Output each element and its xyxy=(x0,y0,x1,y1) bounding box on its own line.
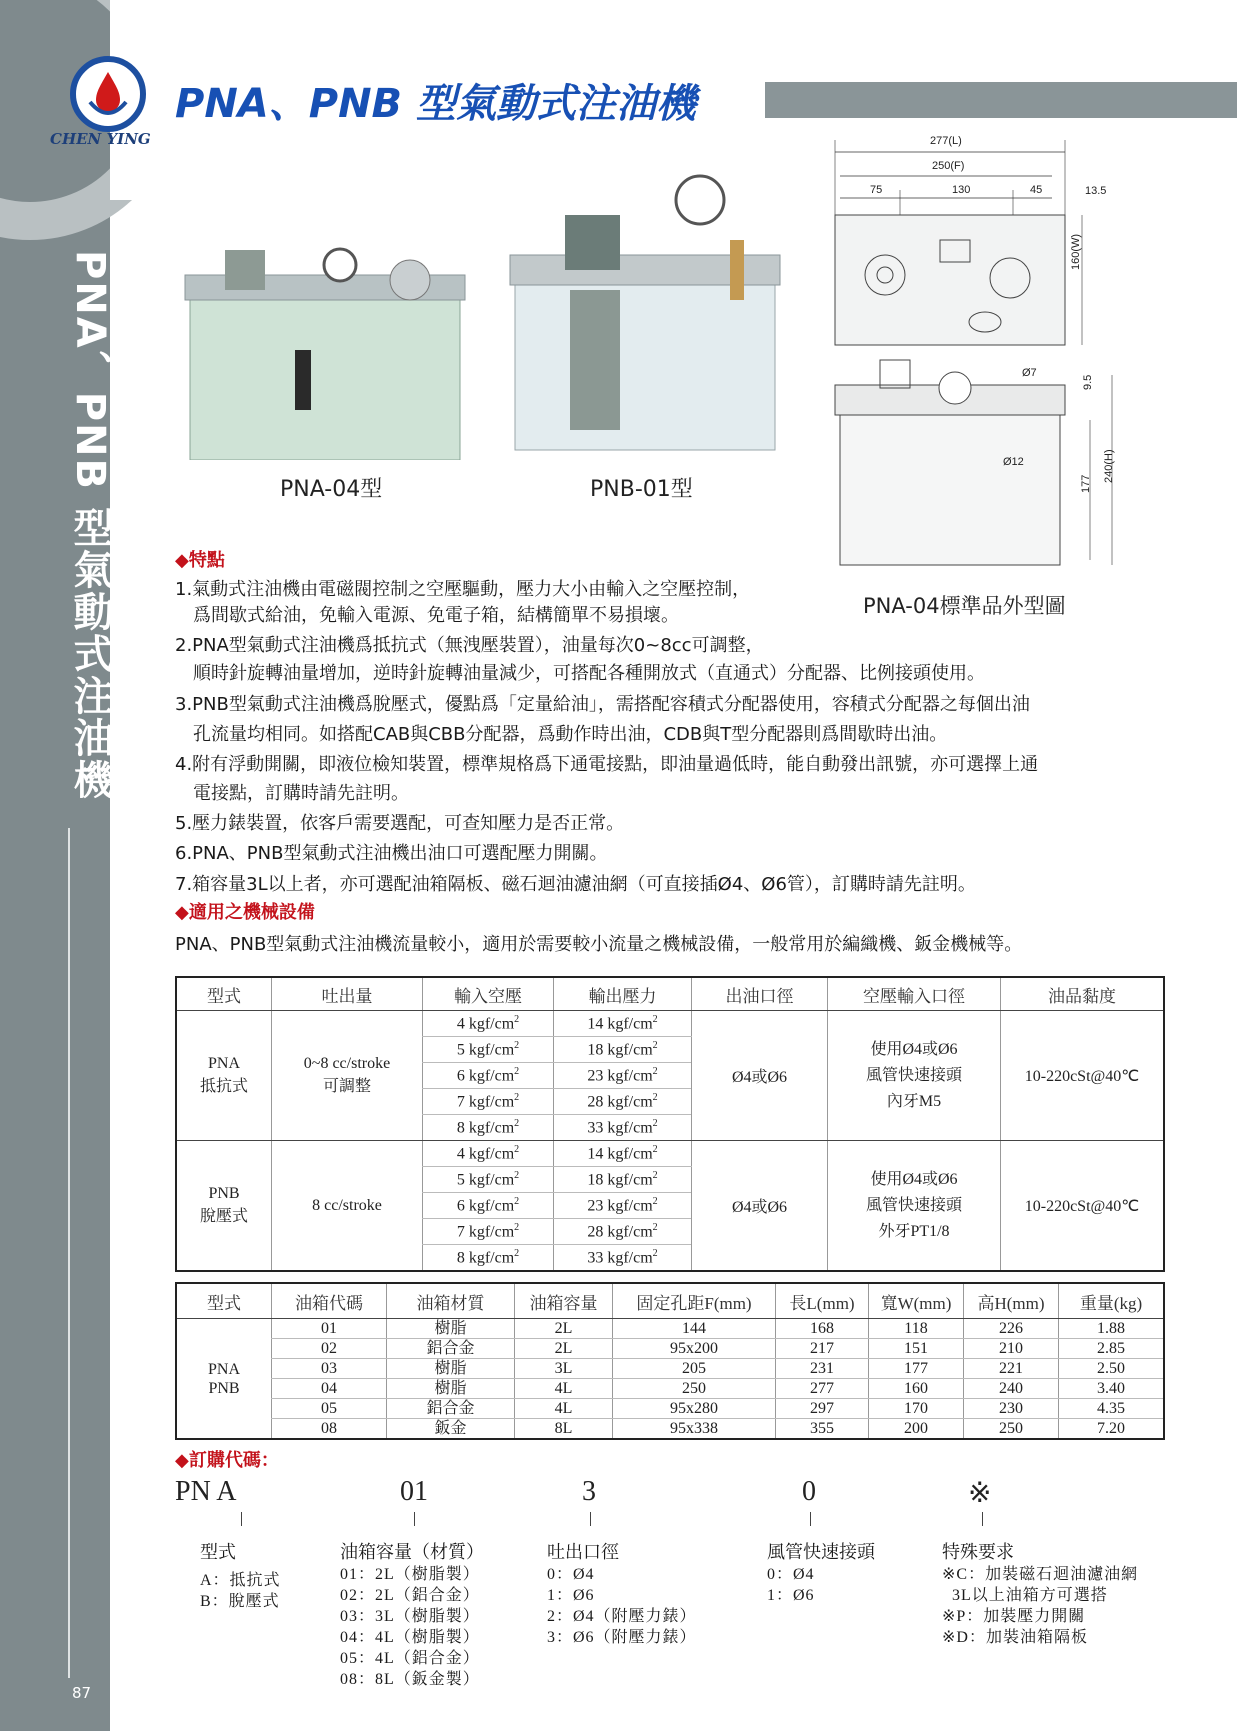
col-header: 吐出量 xyxy=(272,977,423,1011)
unit-superscript: 2 xyxy=(514,1195,520,1207)
output-cell xyxy=(272,1141,423,1272)
code-option: 2：Ø4（附壓力錶） xyxy=(547,1608,697,1625)
col-header: 出油口徑 xyxy=(692,977,828,1011)
tank-cell: 205 xyxy=(613,1359,776,1379)
unit-superscript: 2 xyxy=(652,1039,658,1051)
company-logo xyxy=(70,56,146,132)
code-option: ※P：加裝壓力開關 xyxy=(942,1608,1086,1625)
tank-cell: 05 xyxy=(272,1399,387,1419)
code-option: ※C：加裝磁石迴油濾油網 xyxy=(942,1566,1139,1583)
col-header: 油箱容量 xyxy=(515,1283,613,1319)
code-option: 0：Ø4 xyxy=(547,1566,595,1583)
code-option: 01：2L（樹脂製） xyxy=(340,1566,480,1583)
tank-cell: 160 xyxy=(869,1379,964,1399)
pressure-value: 18 kgf/cm xyxy=(587,1041,653,1059)
unit-superscript: 2 xyxy=(514,1013,520,1025)
code-option: 08：8L（鈑金製） xyxy=(340,1671,480,1688)
air-inlet-line: 內牙M5 xyxy=(886,1092,942,1110)
code-group-tank xyxy=(340,1538,484,1690)
tank-cell: 230 xyxy=(964,1399,1059,1419)
tank-cell: 144 xyxy=(613,1319,776,1339)
code-group-title: 風管快速接頭 xyxy=(767,1542,875,1562)
order-code-part: 0 xyxy=(802,1476,816,1507)
pna-04-caption: PNA-04型 xyxy=(280,477,383,502)
viscosity-cell: 10-220cSt@40℃ xyxy=(1001,1011,1165,1141)
dim-phi7: Ø7 xyxy=(1022,367,1037,379)
pnb-01-caption: PNB-01型 xyxy=(590,477,693,502)
dim-45: 45 xyxy=(1030,184,1043,196)
tank-table xyxy=(175,1282,1165,1440)
unit-superscript: 2 xyxy=(652,1195,658,1207)
output-value: 8 cc/stroke xyxy=(312,1196,382,1214)
feature-line: 5.壓力錶裝置，依客戶需要選配，可查知壓力是否正常。 xyxy=(175,813,625,834)
pressure-value: 4 kgf/cm xyxy=(456,1145,515,1163)
outlet-cell: Ø4或Ø6 xyxy=(692,1011,828,1141)
type-kind: 抵抗式 xyxy=(199,1078,248,1095)
air-inlet-line: 風管快速接頭 xyxy=(865,1196,962,1214)
code-group-title: 型式 xyxy=(200,1542,236,1562)
feature-line: 2.PNA型氣動式注油機爲抵抗式（無洩壓裝置），油量每次0~8cc可調整， xyxy=(175,635,764,656)
tank-cell: 4.35 xyxy=(1059,1399,1165,1419)
feature-line: 4.附有浮動開關，即液位檢知裝置，標準規格爲下通電接點，即油量過低時，能自動發出訊號，亦可選擇上通 xyxy=(175,754,1039,775)
page-number: 87 xyxy=(72,1684,92,1702)
col-header: 油箱材質 xyxy=(387,1283,515,1319)
tank-cell: 04 xyxy=(272,1379,387,1399)
pressure-value: 23 kgf/cm xyxy=(587,1067,653,1085)
logo-drop-icon xyxy=(76,62,140,126)
input-pressure-cell xyxy=(423,1219,554,1245)
tank-cell: 217 xyxy=(776,1339,869,1359)
pressure-value: 14 kgf/cm xyxy=(587,1145,653,1163)
tank-cell: 03 xyxy=(272,1359,387,1379)
feature-line: 順時針旋轉油量增加，逆時針旋轉油量減少，可搭配各種開放式（直通式）分配器、比例接頭使用。 xyxy=(193,663,985,684)
dim-130: 130 xyxy=(952,184,971,196)
pressure-value: 23 kgf/cm xyxy=(587,1197,653,1215)
code-option: 03：3L（樹脂製） xyxy=(340,1608,480,1625)
output-pressure-cell xyxy=(554,1245,692,1272)
output-pressure-cell xyxy=(554,1193,692,1219)
tank-cell: 231 xyxy=(776,1359,869,1379)
code-option: ※D：加裝油箱隔板 xyxy=(942,1629,1088,1646)
air-inlet-cell xyxy=(828,1141,1001,1272)
input-pressure-cell xyxy=(423,1063,554,1089)
dim-75: 75 xyxy=(870,184,883,196)
type-cell xyxy=(176,1011,272,1141)
order-code-part: ※ xyxy=(968,1478,992,1509)
feature-line: 7.箱容量3L以上者，亦可選配油箱隔板、磁石迴油濾油網（可直接插Ø4、Ø6管），訂購時請先註明。 xyxy=(175,874,976,895)
air-inlet-line: 使用Ø4或Ø6 xyxy=(870,1040,958,1058)
dim-9-5: 9.5 xyxy=(1082,374,1094,390)
dim-177: 177 xyxy=(1080,474,1092,493)
col-header: 長L(mm) xyxy=(776,1283,869,1319)
pressure-value: 8 kgf/cm xyxy=(456,1249,515,1267)
unit-superscript: 2 xyxy=(514,1117,520,1129)
tank-cell: 118 xyxy=(869,1319,964,1339)
tank-cell: 鈑金 xyxy=(387,1419,515,1440)
pna-04-photo xyxy=(180,240,480,460)
code-option: B：脫壓式 xyxy=(200,1593,280,1610)
output-cell xyxy=(272,1011,423,1141)
type-name: PNB xyxy=(208,1379,240,1397)
pressure-value: 14 kgf/cm xyxy=(587,1015,653,1033)
unit-superscript: 2 xyxy=(652,1013,658,1025)
col-header: 空壓輸入口徑 xyxy=(828,977,1001,1011)
tank-cell: 02 xyxy=(272,1339,387,1359)
page-title: PNA、PNB 型氣動式注油機 xyxy=(175,81,696,127)
pressure-value: 18 kgf/cm xyxy=(587,1171,653,1189)
code-group-title: 特殊要求 xyxy=(942,1542,1014,1562)
code-tick xyxy=(414,1512,415,1526)
feature-line: 爲間歇式給油，免輸入電源、免電子箱，結構簡單不易損壞。 xyxy=(193,605,679,626)
tank-cell: 210 xyxy=(964,1339,1059,1359)
logo-brand-text: CHEN YING xyxy=(50,130,151,148)
unit-superscript: 2 xyxy=(514,1039,520,1051)
tank-cell: 177 xyxy=(869,1359,964,1379)
output-pressure-cell xyxy=(554,1037,692,1063)
pressure-value: 6 kgf/cm xyxy=(456,1067,515,1085)
unit-superscript: 2 xyxy=(514,1065,520,1077)
tank-cell: 240 xyxy=(964,1379,1059,1399)
viscosity-cell: 10-220cSt@40℃ xyxy=(1001,1141,1165,1272)
dim-fix-spacing: 250(F) xyxy=(932,160,965,172)
output-pressure-cell xyxy=(554,1089,692,1115)
sidebar-vertical-title: PNA、PNB 型氣動式注油機 xyxy=(67,250,113,801)
code-option: 1：Ø6 xyxy=(767,1587,815,1604)
col-header: 固定孔距F(mm) xyxy=(613,1283,776,1319)
pressure-value: 6 kgf/cm xyxy=(456,1197,515,1215)
tank-cell: 7.20 xyxy=(1059,1419,1165,1440)
tank-row xyxy=(176,1319,1164,1339)
air-inlet-line: 風管快速接頭 xyxy=(865,1066,962,1084)
spec-table xyxy=(175,976,1165,1272)
col-header: 輸入空壓 xyxy=(423,977,554,1011)
tank-cell: 4L xyxy=(515,1379,613,1399)
code-group-special xyxy=(942,1538,1138,1648)
tank-cell: 168 xyxy=(776,1319,869,1339)
code-option: A：抵抗式 xyxy=(200,1572,281,1589)
application-heading: ◆適用之機械設備 xyxy=(175,902,315,923)
pressure-value: 4 kgf/cm xyxy=(456,1015,515,1033)
dim-13-5: 13.5 xyxy=(1085,185,1107,197)
dim-height: 240(H) xyxy=(1103,449,1115,483)
code-option: 3：Ø6（附壓力錶） xyxy=(547,1629,697,1646)
tank-row xyxy=(176,1399,1164,1419)
air-inlet-line: 使用Ø4或Ø6 xyxy=(870,1170,958,1188)
tank-cell: 樹脂 xyxy=(387,1319,515,1339)
code-tick xyxy=(982,1512,983,1526)
code-tick xyxy=(590,1512,591,1526)
unit-superscript: 2 xyxy=(514,1143,520,1155)
tank-cell: 樹脂 xyxy=(387,1359,515,1379)
feature-line: 3.PNB型氣動式注油機爲脫壓式，優點爲「定量給油」，需搭配容積式分配器使用，容積式分配器之每個出油 xyxy=(175,694,1030,715)
output-pressure-cell xyxy=(554,1141,692,1167)
output-pressure-cell xyxy=(554,1219,692,1245)
col-header: 重量(kg) xyxy=(1059,1283,1165,1319)
input-pressure-cell xyxy=(423,1011,554,1037)
tank-cell: 3L xyxy=(515,1359,613,1379)
input-pressure-cell xyxy=(423,1141,554,1167)
unit-superscript: 2 xyxy=(652,1065,658,1077)
unit-superscript: 2 xyxy=(652,1091,658,1103)
code-tick xyxy=(810,1512,811,1526)
tank-cell: 8L xyxy=(515,1419,613,1440)
order-code-part: 01 xyxy=(400,1476,428,1507)
input-pressure-cell xyxy=(423,1089,554,1115)
code-option: 1：Ø6 xyxy=(547,1587,595,1604)
tank-cell: 01 xyxy=(272,1319,387,1339)
dim-phi12: Ø12 xyxy=(1003,456,1024,468)
pressure-value: 7 kgf/cm xyxy=(456,1093,515,1111)
tank-cell: 226 xyxy=(964,1319,1059,1339)
code-option: 05：4L（鋁合金） xyxy=(340,1650,480,1667)
code-group-title: 吐出口徑 xyxy=(547,1542,619,1562)
tank-cell: 95x338 xyxy=(613,1419,776,1440)
col-header: 型式 xyxy=(176,977,272,1011)
type-cell xyxy=(176,1319,272,1440)
tank-row xyxy=(176,1359,1164,1379)
unit-superscript: 2 xyxy=(652,1143,658,1155)
unit-superscript: 2 xyxy=(652,1247,658,1259)
col-header: 高H(mm) xyxy=(964,1283,1059,1319)
air-inlet-cell xyxy=(828,1011,1001,1141)
unit-superscript: 2 xyxy=(514,1091,520,1103)
unit-superscript: 2 xyxy=(514,1169,520,1181)
tank-cell: 355 xyxy=(776,1419,869,1440)
diagram-caption: PNA-04標準品外型圖 xyxy=(863,594,1066,618)
pressure-value: 7 kgf/cm xyxy=(456,1223,515,1241)
output-pressure-cell xyxy=(554,1063,692,1089)
tank-cell: 4L xyxy=(515,1399,613,1419)
tank-cell: 鋁合金 xyxy=(387,1339,515,1359)
pnb-01-photo xyxy=(505,160,795,460)
tank-cell: 170 xyxy=(869,1399,964,1419)
tank-cell: 151 xyxy=(869,1339,964,1359)
air-inlet-line: 外牙PT1/8 xyxy=(878,1222,950,1240)
code-option: 04：4L（樹脂製） xyxy=(340,1629,480,1646)
spec-row xyxy=(176,1141,1164,1167)
dim-length: 277(L) xyxy=(930,135,962,147)
tank-cell: 鋁合金 xyxy=(387,1399,515,1419)
type-name: PNB xyxy=(208,1185,240,1202)
pressure-value: 5 kgf/cm xyxy=(456,1171,515,1189)
tank-cell: 樹脂 xyxy=(387,1379,515,1399)
tank-cell: 250 xyxy=(964,1419,1059,1440)
code-group-type xyxy=(200,1538,281,1612)
tank-cell: 2.50 xyxy=(1059,1359,1165,1379)
order-code-part: 3 xyxy=(582,1476,596,1507)
type-cell xyxy=(176,1141,272,1272)
tank-cell: 08 xyxy=(272,1419,387,1440)
col-header: 油箱代碼 xyxy=(272,1283,387,1319)
col-header: 型式 xyxy=(176,1283,272,1319)
input-pressure-cell xyxy=(423,1245,554,1272)
code-group-air-fitting xyxy=(767,1538,875,1606)
output-pressure-cell xyxy=(554,1115,692,1141)
tank-cell: 2L xyxy=(515,1339,613,1359)
pressure-value: 28 kgf/cm xyxy=(587,1093,653,1111)
pressure-value: 33 kgf/cm xyxy=(587,1119,653,1137)
spec-row xyxy=(176,1011,1164,1037)
pna-04-outline-drawing xyxy=(820,130,1120,570)
pressure-value: 28 kgf/cm xyxy=(587,1223,653,1241)
output-value: 0~8 cc/stroke xyxy=(303,1055,391,1072)
pressure-value: 5 kgf/cm xyxy=(456,1041,515,1059)
col-header: 輸出壓力 xyxy=(554,977,692,1011)
tank-row xyxy=(176,1379,1164,1399)
application-text: PNA、PNB型氣動式注油機流量較小，適用於需要較小流量之機械設備，一般常用於編織機、鈑金機械等。 xyxy=(175,934,1023,955)
type-name: PNA xyxy=(207,1055,240,1072)
code-option: 02：2L（鋁合金） xyxy=(340,1587,480,1604)
title-bar-decoration xyxy=(765,82,1237,118)
order-code-heading: ◆訂購代碼： xyxy=(175,1450,279,1471)
pressure-value: 33 kgf/cm xyxy=(587,1249,653,1267)
feature-line: 電接點，訂購時請先註明。 xyxy=(193,783,409,804)
tank-cell: 95x200 xyxy=(613,1339,776,1359)
pressure-value: 8 kgf/cm xyxy=(456,1119,515,1137)
tank-cell: 200 xyxy=(869,1419,964,1440)
input-pressure-cell xyxy=(423,1037,554,1063)
output-pressure-cell xyxy=(554,1011,692,1037)
tank-cell: 2.85 xyxy=(1059,1339,1165,1359)
type-name: PNA xyxy=(207,1360,240,1378)
unit-superscript: 2 xyxy=(514,1247,520,1259)
output-note: 可調整 xyxy=(322,1078,371,1095)
outlet-cell: Ø4或Ø6 xyxy=(692,1141,828,1272)
tank-cell: 277 xyxy=(776,1379,869,1399)
unit-superscript: 2 xyxy=(514,1221,520,1233)
tank-cell: 2L xyxy=(515,1319,613,1339)
input-pressure-cell xyxy=(423,1115,554,1141)
code-group-outlet xyxy=(547,1538,697,1648)
feature-line: 1.氣動式注油機由電磁閥控制之空壓驅動，壓力大小由輸入之空壓控制， xyxy=(175,579,751,600)
tank-row xyxy=(176,1339,1164,1359)
col-header: 油品黏度 xyxy=(1001,977,1165,1011)
unit-superscript: 2 xyxy=(652,1221,658,1233)
type-kind: 脫壓式 xyxy=(199,1208,248,1225)
output-pressure-cell xyxy=(554,1167,692,1193)
tank-cell: 221 xyxy=(964,1359,1059,1379)
sidebar-divider xyxy=(68,828,70,1678)
code-option: 0：Ø4 xyxy=(767,1566,815,1583)
unit-superscript: 2 xyxy=(652,1117,658,1129)
code-group-title: 油箱容量（材質） xyxy=(340,1542,484,1562)
order-code-part: PN A xyxy=(175,1476,237,1507)
tank-row xyxy=(176,1419,1164,1440)
dim-width: 160(W) xyxy=(1070,233,1082,270)
code-tick xyxy=(241,1512,242,1526)
input-pressure-cell xyxy=(423,1167,554,1193)
tank-cell: 297 xyxy=(776,1399,869,1419)
tank-cell: 3.40 xyxy=(1059,1379,1165,1399)
features-heading: ◆特點 xyxy=(175,550,225,571)
code-option: 3L以上油箱方可選搭 xyxy=(952,1587,1108,1604)
unit-superscript: 2 xyxy=(652,1169,658,1181)
tank-cell: 250 xyxy=(613,1379,776,1399)
tank-cell: 1.88 xyxy=(1059,1319,1165,1339)
col-header: 寬W(mm) xyxy=(869,1283,964,1319)
input-pressure-cell xyxy=(423,1193,554,1219)
feature-line: 孔流量均相同。如搭配CAB與CBB分配器，爲動作時出油，CDB與T型分配器則爲間歇時出油。 xyxy=(193,724,948,745)
tank-cell: 95x280 xyxy=(613,1399,776,1419)
feature-line: 6.PNA、PNB型氣動式注油機出油口可選配壓力開關。 xyxy=(175,843,608,864)
